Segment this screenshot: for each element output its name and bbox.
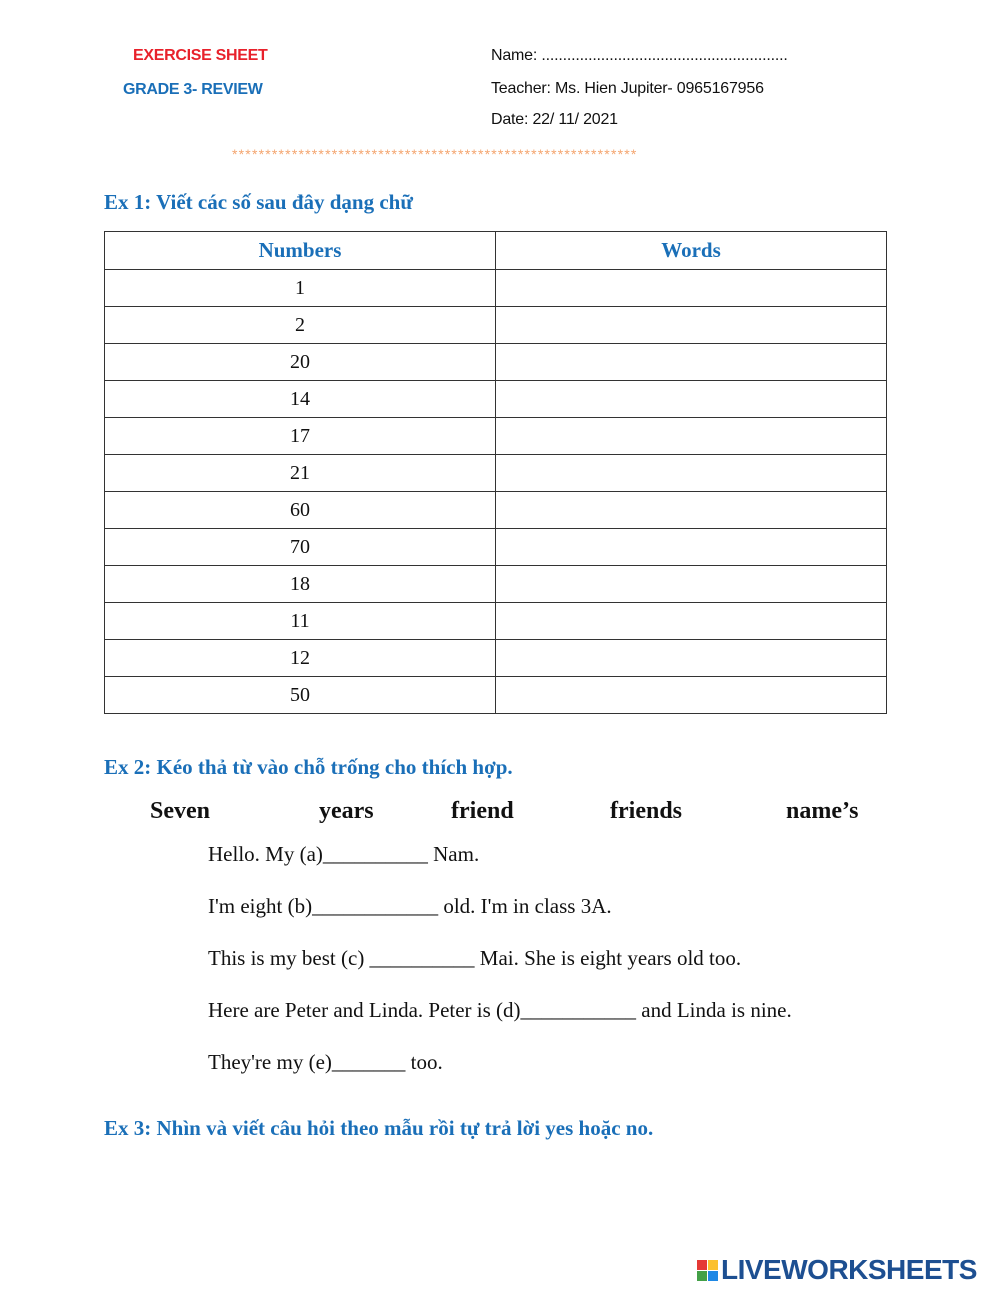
word-bank-item[interactable]: Seven (150, 798, 210, 824)
logo-cube (708, 1260, 718, 1270)
logo-text: LIVEWORKSHEETS (721, 1254, 977, 1285)
liveworksheets-logo (697, 1252, 977, 1288)
word-answer-cell[interactable] (496, 603, 887, 640)
table-row (105, 381, 887, 418)
logo-cube (708, 1271, 718, 1281)
sheet-title: EXERCISE SHEET (133, 47, 268, 64)
sheet-subtitle: GRADE 3- REVIEW (123, 81, 263, 98)
numbers-table (104, 231, 887, 714)
table-row (105, 344, 887, 381)
number-cell: 11 (105, 603, 496, 640)
word-answer-cell[interactable] (496, 566, 887, 603)
ex1-title: Ex 1: Viết các số sau đây dạng chữ (104, 190, 413, 214)
fill-sentence: I'm eight (b)____________ old. I'm in class 3A. (208, 894, 612, 918)
word-answer-cell[interactable] (496, 640, 887, 677)
word-answer-cell[interactable] (496, 529, 887, 566)
word-answer-cell[interactable] (496, 307, 887, 344)
table-row (105, 418, 887, 455)
number-cell: 18 (105, 566, 496, 603)
number-cell: 50 (105, 677, 496, 714)
table-row (105, 492, 887, 529)
word-answer-cell[interactable] (496, 418, 887, 455)
number-cell: 60 (105, 492, 496, 529)
table-row (105, 270, 887, 307)
logo-cube (697, 1260, 707, 1270)
word-answer-cell[interactable] (496, 344, 887, 381)
word-answer-cell[interactable] (496, 677, 887, 714)
fill-sentence: Here are Peter and Linda. Peter is (d)___________ and Linda is nine. (208, 998, 792, 1022)
ex3-title: Ex 3: Nhìn và viết câu hỏi theo mẫu rồi tự trả lời yes hoặc no. (104, 1116, 654, 1140)
number-cell: 17 (105, 418, 496, 455)
number-cell: 20 (105, 344, 496, 381)
table-row (105, 455, 887, 492)
number-cell: 14 (105, 381, 496, 418)
table-row (105, 307, 887, 344)
number-cell: 21 (105, 455, 496, 492)
table-row (105, 603, 887, 640)
ex2-title: Ex 2: Kéo thả từ vào chỗ trống cho thích hợp. (104, 755, 513, 779)
table-row (105, 677, 887, 714)
name-line: Name: .......................................................... (491, 47, 788, 64)
teacher-line: Teacher: Ms. Hien Jupiter- 0965167956 (491, 80, 764, 97)
date-line: Date: 22/ 11/ 2021 (491, 111, 618, 128)
logo-cubes-icon (697, 1260, 718, 1281)
fill-sentence: This is my best (c) __________ Mai. She is eight years old too. (208, 946, 742, 970)
word-answer-cell[interactable] (496, 492, 887, 529)
word-bank-item[interactable]: years (319, 798, 374, 824)
number-cell: 70 (105, 529, 496, 566)
word-bank-item[interactable]: friend (451, 798, 514, 824)
words-column-header: Words (496, 232, 887, 270)
number-cell: 12 (105, 640, 496, 677)
number-cell: 2 (105, 307, 496, 344)
word-answer-cell[interactable] (496, 381, 887, 418)
word-answer-cell[interactable] (496, 455, 887, 492)
fill-sentence: Hello. My (a)__________ Nam. (208, 842, 480, 866)
word-answer-cell[interactable] (496, 270, 887, 307)
table-row (105, 529, 887, 566)
word-bank-item[interactable]: friends (610, 798, 682, 824)
logo-cube (697, 1271, 707, 1281)
fill-sentence: They're my (e)_______ too. (208, 1050, 443, 1074)
numbers-column-header: Numbers (105, 232, 496, 270)
table-row (105, 566, 887, 603)
table-row (105, 640, 887, 677)
number-cell: 1 (105, 270, 496, 307)
star-divider: ************************************************************* (232, 146, 638, 162)
word-bank-item[interactable]: name’s (786, 798, 859, 824)
